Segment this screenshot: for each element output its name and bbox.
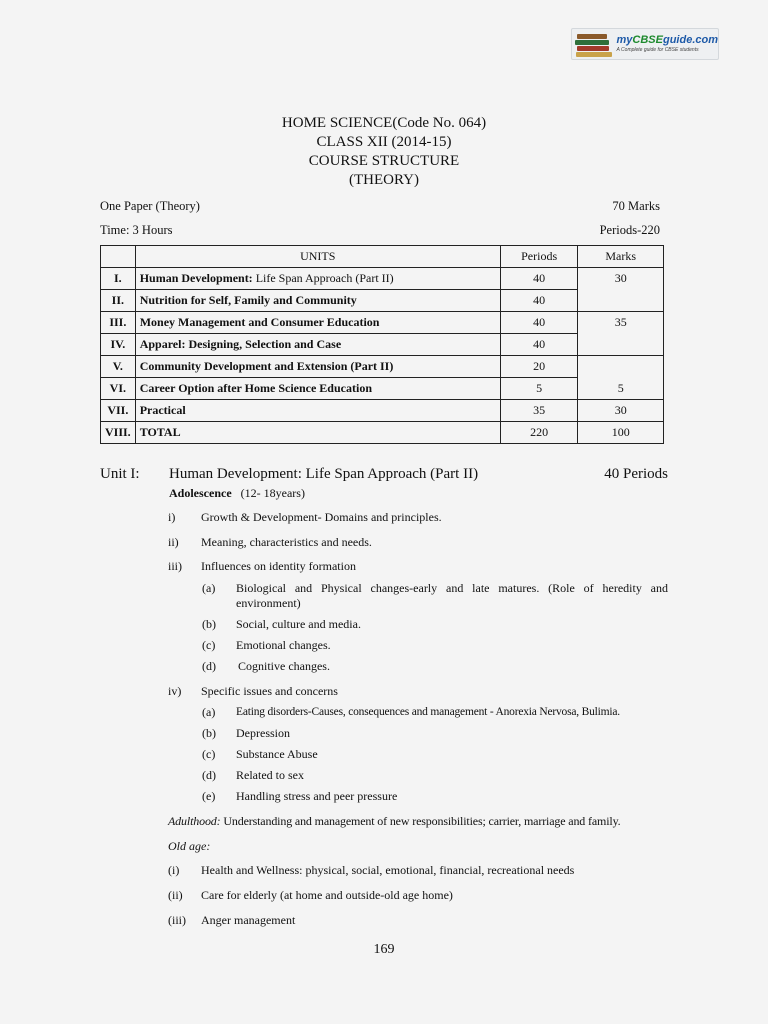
table-row: II. Nutrition for Self, Family and Community 40 [101,290,664,312]
table-row: I. Human Development: Life Span Approach (Part II) 40 30 [101,268,664,290]
title-line-1: HOME SCIENCE(Code No. 064) [281,115,487,131]
marks-total: 70 Marks [612,199,660,213]
logo-text: myCBSEguide.com A Complete guide for CBSE students [616,34,718,53]
unit-title: Human Development: Life Span Approach (Part II) [169,466,479,482]
unit-number: Unit I: [100,466,140,482]
units-table [100,245,664,444]
unit-periods: 40 Periods [604,466,668,482]
header-units: UNITS [135,246,500,268]
page-title [0,114,768,190]
paper-info-row [100,199,660,214]
table-row: VI. Career Option after Home Science Education 5 5 [101,378,664,400]
table-row: III. Money Management and Consumer Education 40 35 [101,312,664,334]
title-line-3: COURSE STRUCTURE [308,153,460,169]
list-item: (a) Biological and Physical changes-early and late matures. (Role of heredity and environment) [202,581,668,610]
paper-label: One Paper (Theory) [100,199,200,213]
header-periods: Periods [500,246,578,268]
books-icon [575,31,614,57]
section-subtitle: Adolescence (12- 18years) [169,486,305,500]
page-number: 169 [373,942,395,957]
site-logo [571,28,719,60]
table-row: VII. Practical 35 30 [101,400,664,422]
table-header-row [101,246,664,268]
table-row: IV. Apparel: Designing, Selection and Case 40 [101,334,664,356]
header-marks: Marks [578,246,664,268]
table-total-row: VIII. TOTAL 220 100 [101,422,664,444]
time-info-row [100,223,660,238]
time-label: Time: 3 Hours [100,223,173,237]
periods-total: Periods-220 [599,223,660,237]
adulthood-paragraph: Adulthood: Understanding and management of new responsibilities; carrier, marriage and family. [168,814,621,828]
title-line-2: CLASS XII (2014-15) [316,134,452,150]
title-line-4: (THEORY) [349,172,419,188]
oldage-label: Old age: [168,839,211,853]
table-row: V. Community Development and Extension (Part II) 20 [101,356,664,378]
